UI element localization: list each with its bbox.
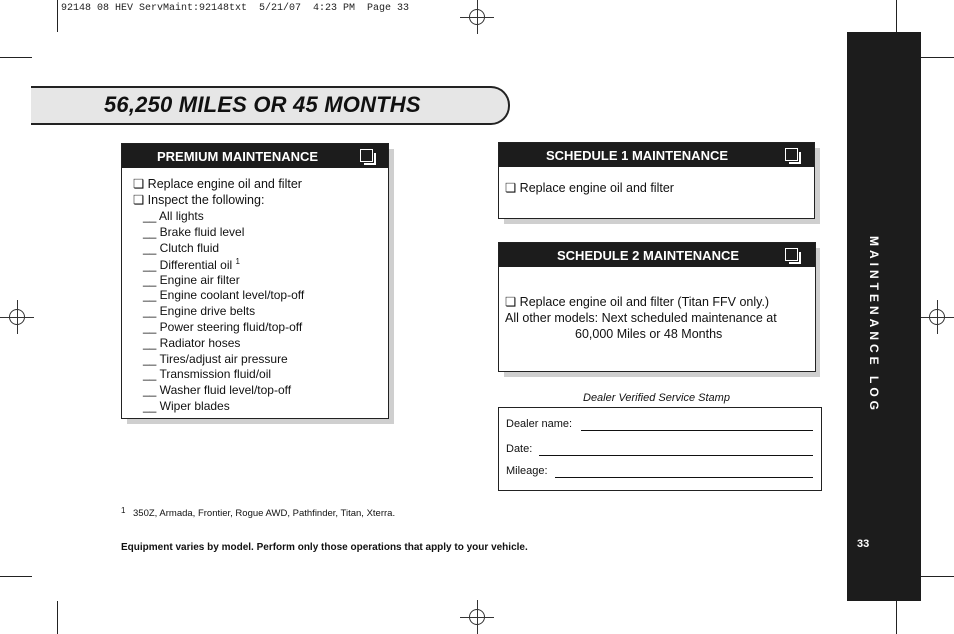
inspect-subitem bbox=[143, 257, 240, 272]
page-title: 56,250 MILES OR 45 MONTHS bbox=[104, 92, 421, 117]
registration-mark-top bbox=[460, 0, 494, 34]
dealer-name-field[interactable] bbox=[581, 430, 813, 431]
inspect-subitem: __ Engine air filter bbox=[143, 273, 240, 287]
inspect-subitem: __ Engine drive belts bbox=[143, 304, 256, 318]
crop-mark bbox=[0, 576, 32, 577]
schedule2-note: All other models: Next scheduled maintenance at bbox=[505, 311, 777, 325]
schedule1-header bbox=[499, 143, 814, 167]
date-field[interactable] bbox=[539, 455, 813, 456]
crop-mark bbox=[921, 57, 954, 58]
inspect-subitem: __ Clutch fluid bbox=[143, 241, 220, 255]
crop-mark bbox=[896, 601, 897, 634]
premium-maintenance-header bbox=[122, 144, 388, 168]
stamp-caption: Dealer Verified Service Stamp bbox=[583, 392, 730, 404]
schedule2-header bbox=[499, 243, 815, 267]
inspect-subitem: __ Power steering fluid/top-off bbox=[143, 320, 303, 334]
premium-item: ❏ Inspect the following: bbox=[133, 193, 265, 207]
page-number: 33 bbox=[857, 538, 870, 550]
schedule2-heading: SCHEDULE 2 MAINTENANCE bbox=[557, 248, 740, 263]
sidebar-label: MAINTENANCE LOG bbox=[867, 236, 881, 414]
inspect-subitem: __ Transmission fluid/oil bbox=[143, 367, 272, 381]
sidebar-tab bbox=[847, 32, 921, 601]
registration-mark-bottom bbox=[460, 600, 494, 634]
schedule2-item: ❏ Replace engine oil and filter (Titan FFV only.) bbox=[505, 295, 770, 309]
crop-mark bbox=[921, 576, 954, 577]
crop-mark bbox=[57, 0, 58, 32]
checkbox-icon[interactable] bbox=[360, 149, 373, 162]
inspect-subitem: __ Brake fluid level bbox=[143, 225, 245, 239]
premium-item: ❏ Replace engine oil and filter bbox=[133, 177, 302, 191]
dealer-name-label: Dealer name: bbox=[506, 418, 573, 430]
mileage-label: Mileage: bbox=[506, 465, 548, 477]
crop-mark bbox=[57, 601, 58, 634]
registration-mark-right bbox=[920, 300, 954, 334]
date-label: Date: bbox=[506, 443, 533, 455]
registration-mark-left bbox=[0, 300, 34, 334]
checkbox-icon[interactable] bbox=[785, 248, 798, 261]
inspect-subitem: __ Radiator hoses bbox=[143, 336, 241, 350]
footnote-ref: 1 bbox=[235, 257, 240, 266]
schedule1-item: ❏ Replace engine oil and filter bbox=[505, 181, 674, 195]
crop-mark bbox=[896, 0, 897, 32]
schedule2-note: 60,000 Miles or 48 Months bbox=[575, 327, 723, 341]
inspect-subitem: __ Wiper blades bbox=[143, 399, 230, 413]
print-header: 92148 08 HEV ServMaint:92148txt 5/21/07 4:23 PM Page 33 bbox=[61, 3, 410, 14]
checkbox-icon[interactable] bbox=[785, 148, 798, 161]
inspect-subitem-label: __ Differential oil bbox=[143, 258, 233, 272]
inspect-subitem: __ Engine coolant level/top-off bbox=[143, 288, 305, 302]
disclaimer: Equipment varies by model. Perform only those operations that apply to your vehicle. bbox=[121, 542, 528, 553]
crop-mark bbox=[0, 57, 32, 58]
inspect-subitem: __ All lights bbox=[143, 209, 204, 223]
mileage-field[interactable] bbox=[555, 477, 813, 478]
footnote-mark: 1 bbox=[121, 506, 126, 515]
premium-maintenance-heading: PREMIUM MAINTENANCE bbox=[157, 149, 319, 164]
footnote-text: 350Z, Armada, Frontier, Rogue AWD, Pathfinder, Titan, Xterra. bbox=[133, 508, 396, 519]
schedule1-heading: SCHEDULE 1 MAINTENANCE bbox=[546, 148, 729, 163]
inspect-subitem: __ Tires/adjust air pressure bbox=[143, 352, 288, 366]
inspect-subitem: __ Washer fluid level/top-off bbox=[143, 383, 292, 397]
